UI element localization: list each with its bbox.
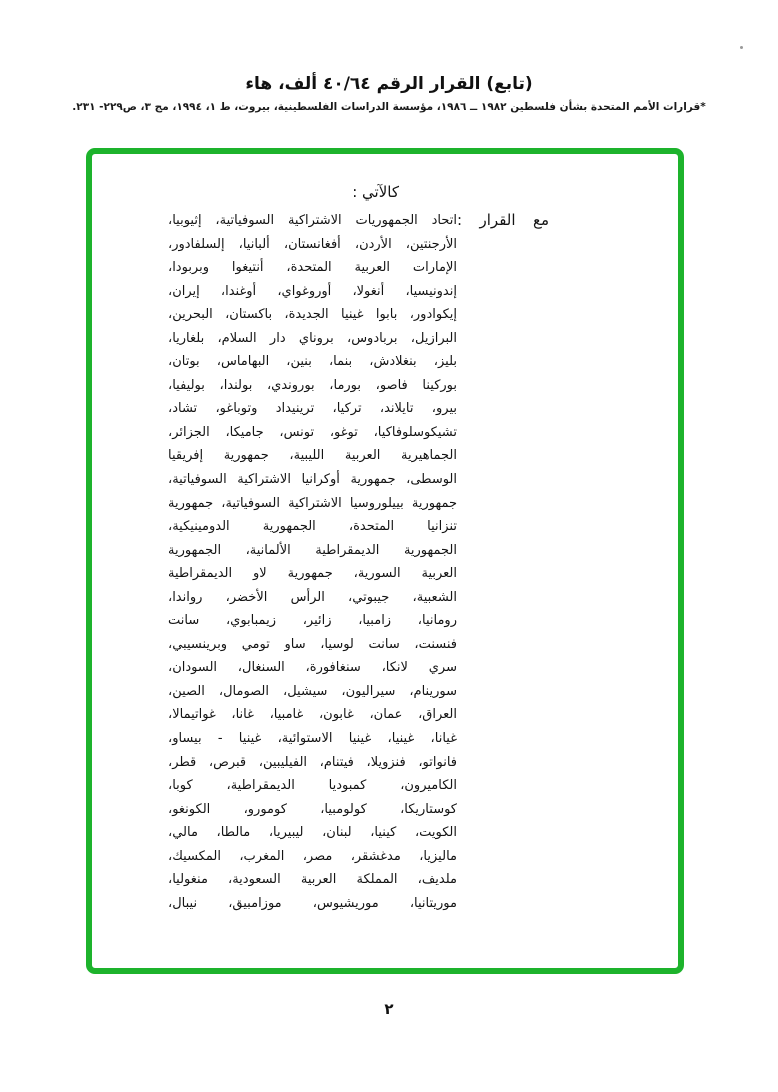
country-list-line: الجماهيرية العربية الليبية، جمهورية إفريقيا bbox=[168, 448, 457, 464]
country-list-line: الوسطى، جمهورية أوكرانيا الاشتراكية السوفياتية، bbox=[168, 472, 457, 488]
country-list-line: جمهورية بييلوروسيا الاشتراكية السوفياتية، جمهورية bbox=[168, 495, 457, 511]
intro-label: كالآتي : bbox=[352, 183, 399, 201]
country-list-line: رومانيا، زامبيا، زائير، زيمبابوي، سانت bbox=[168, 613, 457, 629]
country-list-line: الإمارات العربية المتحدة، أنتيغوا وبربودا، bbox=[168, 260, 457, 276]
country-list-line: الأرجنتين، الأردن، أفغانستان، ألبانيا، إلسلفادور، bbox=[168, 236, 457, 252]
country-list-line: إيكوادور، بابوا غينيا الجديدة، باكستان، البحرين، bbox=[168, 307, 457, 323]
country-list-line: فنسنت، سانت لوسيا، ساو تومي وبرينسيبي، bbox=[168, 636, 457, 652]
vote-record-row bbox=[92, 209, 549, 915]
country-list-line: الشعبية، جيبوتي، الرأس الأخضر، رواندا، bbox=[168, 589, 457, 605]
country-list-line: بيرو، تايلاند، تركيا، ترينيداد وتوباغو، تشاد، bbox=[168, 401, 457, 417]
vote-country-list bbox=[168, 209, 457, 915]
resolution-title: (تابع) القرار الرقم ٤٠/٦٤ ألف، هاء bbox=[245, 74, 533, 94]
scanned-text-block bbox=[92, 154, 678, 915]
source-citation: *قرارات الأمم المتحدة بشأن فلسطين ١٩٨٢ ــ ١٩٨٦، مؤسسة الدراسات الفلسطينية، بيروت، ط ١، ١٩٩٤، مج ٣، ص٢٢٩- ٢٣١. bbox=[72, 101, 706, 113]
country-list-line: غيانا، غينيا، غينيا الاستوائية، غينيا - بيساو، bbox=[168, 731, 457, 747]
country-list-line: بوركينا فاصو، بورما، بوروندي، بولندا، بوليفيا، bbox=[168, 377, 457, 393]
country-list-line: العراق، عمان، غابون، غامبيا، غانا، غواتيمالا، bbox=[168, 707, 457, 723]
country-list-line: تشيكوسلوفاكيا، توغو، تونس، جاميكا، الجزائر، bbox=[168, 424, 457, 440]
country-list-line: الكاميرون، كمبوديا الديمقراطية، كوبا، bbox=[168, 778, 457, 794]
country-list-line: تنزانيا المتحدة، الجمهورية الدومينيكية، bbox=[168, 519, 457, 535]
green-highlight-frame bbox=[86, 148, 684, 974]
country-list-line: اتحاد الجمهوريات الاشتراكية السوفياتية، إثيوبيا، bbox=[168, 213, 457, 228]
country-list-line: إندونيسيا، أنغولا، أوروغواي، أوغندا، إيران، bbox=[168, 283, 457, 299]
country-list-line: بليز، بنغلادش، بنما، بنين، البهاماس، بوتان، bbox=[168, 354, 457, 370]
country-list-line: سري لانكا، سنغافورة، السنغال، السودان، bbox=[168, 660, 457, 676]
scan-artifact-dot bbox=[740, 46, 743, 49]
country-list-line: العربية السورية، جمهورية لاو الديمقراطية bbox=[168, 566, 457, 582]
country-list-line: البرازيل، بربادوس، بروناي دار السلام، بلغاريا، bbox=[168, 330, 457, 346]
country-list-line: الجمهورية الديمقراطية الألمانية، الجمهورية bbox=[168, 542, 457, 558]
country-list-line: موريتانيا، موريشيوس، موزامبيق، نيبال، bbox=[168, 895, 457, 911]
country-list-line: سورينام، سيراليون، سيشيل، الصومال، الصين، bbox=[168, 683, 457, 699]
country-list-line: ماليزيا، مدغشقر، مصر، المغرب، المكسيك، bbox=[168, 848, 457, 864]
page-number: ٢ bbox=[384, 1000, 394, 1018]
country-list-line: كوستاريكا، كولومبيا، كومورو، الكونغو، bbox=[168, 801, 457, 817]
country-list-line: الكويت، كينيا، لبنان، ليبيريا، مالطا، مالي، bbox=[168, 825, 457, 841]
vote-with-label: مع القرار : bbox=[457, 211, 549, 229]
country-list-line: فانواتو، فنزويلا، فيتنام، الفيليبين، قبرص، قطر، bbox=[168, 754, 457, 770]
country-list-line: ملديف، المملكة العربية السعودية، منغوليا، bbox=[168, 872, 457, 888]
page-header bbox=[0, 74, 778, 113]
